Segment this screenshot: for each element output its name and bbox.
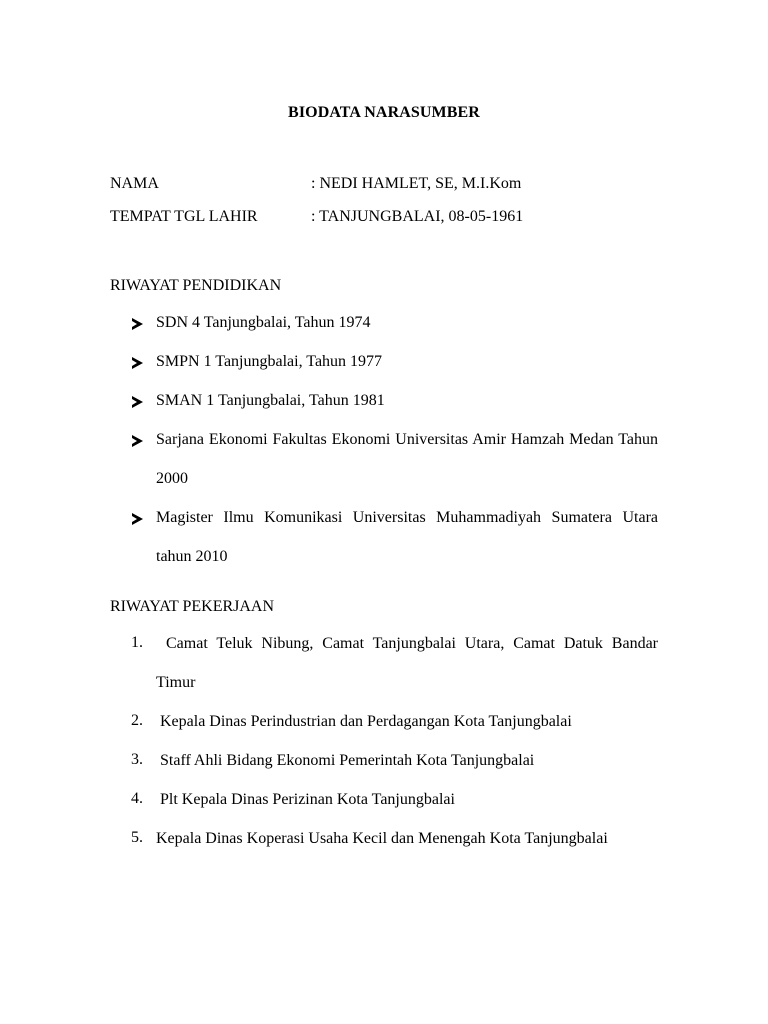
education-heading: RIWAYAT PENDIDIKAN: [110, 277, 282, 294]
work-item-number: 4.: [131, 790, 143, 807]
education-item-text: SMAN 1 Tanjungbalai, Tahun 1981: [156, 391, 385, 409]
field-label: TEMPAT TGL LAHIR: [110, 208, 258, 225]
field-value: : NEDI HAMLET, SE, M.I.Kom: [311, 175, 522, 192]
arrow-bullet-icon: [132, 390, 148, 410]
work-item-number: 1.: [131, 634, 143, 651]
work-item-number: 3.: [131, 751, 143, 768]
education-item-text: SDN 4 Tanjungbalai, Tahun 1974: [156, 313, 371, 331]
arrow-bullet-icon: [132, 507, 148, 527]
work-item-number: 2.: [131, 712, 143, 729]
education-item-text: Sarjana Ekonomi Fakultas Ekonomi Universitas Amir Hamzah Medan Tahun 2000: [156, 430, 658, 487]
arrow-bullet-icon: [132, 351, 148, 371]
education-item-text: Magister Ilmu Komunikasi Universitas Muhammadiyah Sumatera Utara tahun 2010: [156, 508, 658, 565]
work-item-text: Plt Kepala Dinas Perizinan Kota Tanjungbalai: [160, 790, 455, 808]
field-value: : TANJUNGBALAI, 08-05-1961: [311, 208, 524, 225]
arrow-bullet-icon: [132, 429, 148, 449]
work-item-text: Camat Teluk Nibung, Camat Tanjungbalai Utara, Camat Datuk Bandar Timur: [156, 634, 658, 691]
page-title: BIODATA NARASUMBER: [288, 104, 480, 121]
education-item-text: SMPN 1 Tanjungbalai, Tahun 1977: [156, 352, 383, 370]
work-item-text: Kepala Dinas Koperasi Usaha Kecil dan Menengah Kota Tanjungbalai: [156, 829, 608, 847]
work-item-text: Staff Ahli Bidang Ekonomi Pemerintah Kota Tanjungbalai: [160, 751, 535, 769]
field-label: NAMA: [110, 175, 159, 192]
work-item-text: Kepala Dinas Perindustrian dan Perdagangan Kota Tanjungbalai: [160, 712, 572, 730]
work-heading: RIWAYAT PEKERJAAN: [110, 598, 275, 615]
work-item-number: 5.: [131, 829, 143, 846]
arrow-bullet-icon: [132, 312, 148, 332]
